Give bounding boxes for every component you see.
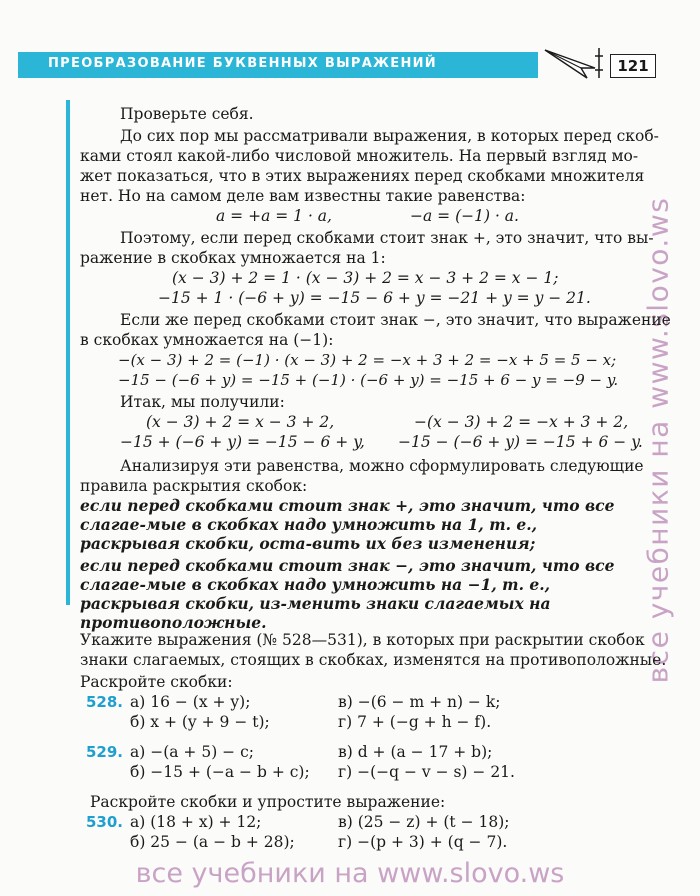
rule-plus: если перед скобками стоит знак +, это значит, что все слагае-мые в скобках надо умножить на 1, т. е., раскрывая скобки, оста-вить их без изменения; <box>80 496 615 553</box>
page-header <box>18 52 649 78</box>
problem-item: г) −(−q − v − s) − 21. <box>338 763 515 781</box>
equation: a = +a = 1 · a, <box>216 207 332 225</box>
equation: −15 + 1 · (−6 + y) = −15 − 6 + y = −21 + y = y − 21. <box>158 289 591 307</box>
problem-item: г) −(p + 3) + (q − 7). <box>338 833 508 851</box>
equation: (x − 3) + 2 = x − 3 + 2, <box>146 413 335 431</box>
problem-item: в) −(6 − m + n) − k; <box>338 693 501 711</box>
task-line: знаки слагаемых, стоящих в скобках, изменятся на противоположные. <box>80 651 667 669</box>
equation: −a = (−1) · a. <box>410 207 519 225</box>
intro-line: Анализируя эти равенства, можно сформулировать следующие <box>120 457 644 475</box>
intro-line: в скобках умножается на (−1): <box>80 331 334 349</box>
intro-line: жет показаться, что в этих выражениях перед скобками множителя <box>80 167 645 185</box>
problem-number: 529. <box>86 743 124 761</box>
check-yourself-marker <box>66 100 70 605</box>
problem-item: в) d + (a − 17 + b); <box>338 743 493 761</box>
problem-item: б) 25 − (a − b + 28); <box>130 833 295 851</box>
problem-item: б) −15 + (−a − b + c); <box>130 763 310 781</box>
equation: −15 + (−6 + y) = −15 − 6 + y, <box>120 433 365 451</box>
intro-line: Итак, мы получили: <box>120 393 285 411</box>
page-number: 121 <box>610 54 656 78</box>
intro-line: Поэтому, если перед скобками стоит знак +, это значит, что вы- <box>120 229 654 247</box>
intro-line: правила раскрытия скобок: <box>80 477 308 495</box>
exercise-title: Раскройте скобки и упростите выражение: <box>90 793 446 811</box>
intro-line: До сих пор мы рассматривали выражения, в которых перед скоб- <box>120 127 659 145</box>
problem-number: 528. <box>86 693 124 711</box>
problem-item: в) (25 − z) + (t − 18); <box>338 813 510 831</box>
problem-item: г) 7 + (−g + h − f). <box>338 713 492 731</box>
problem-number: 530. <box>86 813 124 831</box>
equation: −15 − (−6 + y) = −15 + (−1) · (−6 + y) = −15 + 6 − y = −9 − y. <box>118 371 619 389</box>
arrow-icon <box>543 46 603 80</box>
rule-minus: если перед скобками стоит знак −, это значит, что все слагае-мые в скобках надо умножить на −1, т. е., раскрывая скобки, из-менить знаки слагаемых на противоположные. <box>80 556 615 632</box>
intro-line: ражение в скобках умножается на 1: <box>80 249 386 267</box>
bottom-watermark: все учебники на www.slovo.ws <box>135 858 565 889</box>
intro-line: нет. Но на самом деле вам известны такие равенства: <box>80 187 526 205</box>
equation: (x − 3) + 2 = 1 · (x − 3) + 2 = x − 3 + 2 = x − 1; <box>172 269 559 287</box>
problem-item: а) 16 − (x + y); <box>130 693 251 711</box>
problem-item: б) x + (y + 9 − t); <box>130 713 270 731</box>
equation: −15 − (−6 + y) = −15 + 6 − y. <box>398 433 643 451</box>
header-title: ПРЕОБРАЗОВАНИЕ БУКВЕННЫХ ВЫРАЖЕНИЙ <box>48 56 437 71</box>
intro-line: Проверьте себя. <box>120 105 254 123</box>
task-line: Укажите выражения (№ 528—531), в которых при раскрытии скобок <box>80 631 645 649</box>
exercise-title: Раскройте скобки: <box>80 673 233 691</box>
problem-item: а) −(a + 5) − c; <box>130 743 254 761</box>
intro-line: ками стоял какой-либо числовой множитель. На первый взгляд мо- <box>80 147 639 165</box>
equation: −(x − 3) + 2 = −x + 3 + 2, <box>414 413 629 431</box>
problem-item: а) (18 + x) + 12; <box>130 813 262 831</box>
intro-line: Если же перед скобками стоит знак −, это значит, что выражение <box>120 311 671 329</box>
side-watermark: все учебники на www.slovo.ws <box>641 196 675 684</box>
equation: −(x − 3) + 2 = (−1) · (x − 3) + 2 = −x + 3 + 2 = −x + 5 = 5 − x; <box>118 351 617 369</box>
